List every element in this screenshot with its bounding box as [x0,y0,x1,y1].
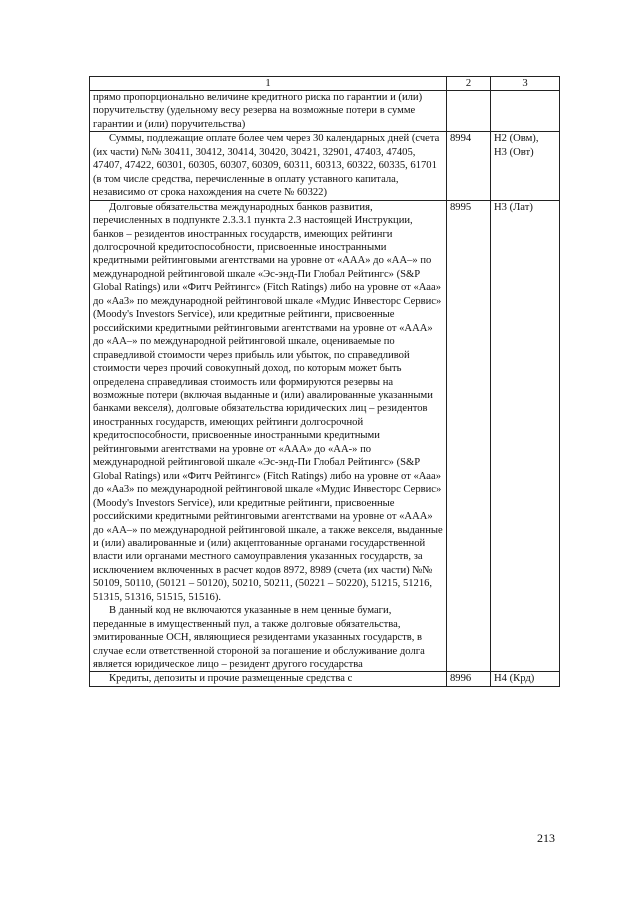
header-col-3: 3 [491,77,560,91]
code-cell [447,91,491,132]
category-cell [491,91,560,132]
header-col-2: 2 [447,77,491,91]
code-cell: 8994 [447,132,491,200]
description-cell [90,132,447,200]
description-paragraph: В данный код не включаются указанные в нем ценные бумаги, переданные в имущественный пул, а также долговые обязательства, эмитированные ОСН, являющиеся резидентами указанных государств, в случае если ответственной стороной за погашение и обслуживание долга является юридическое лицо – резидент другого государства [93,605,425,671]
table-row [90,132,560,200]
description-cell [90,672,447,686]
category-cell [491,132,560,200]
header-col-1: 1 [90,77,447,91]
page-number: 213 [537,831,555,845]
code-cell: 8995 [447,200,491,672]
instruction-table [89,76,560,687]
description-paragraph: Кредиты, депозиты и прочие размещенные средства с [109,673,353,685]
category-cell: Н4 (Крд) [491,672,560,686]
category-text: Н2 (Овм), Н3 (Овт) [494,133,539,158]
table-row [90,672,560,686]
description-cell [90,200,447,672]
code-cell: 8996 [447,672,491,686]
table-row [90,91,560,132]
description-paragraph: Долговые обязательства международных банков развития, перечисленных в подпункте 2.3.3.1 пункта 2.3 настоящей Инструкции, банков – резидентов иностранных государств, имеющих рейтинги долгосрочной кредитоспособности, присвоенные иностранными кредитными рейтинговыми агентствами на уровне от «ААА» до «АА–» по международной рейтинговой шкале «Эс-энд-Пи Глобал Рейтингс» (S&P Global Ratings) или «Фитч Рейтингс» (Fitch Ratings) либо на уровне от «Ааа» до «Аа3» по международной рейтинговой шкале «Мудис Инвесторс Сервис» (Moody's Investors Service), или кредитные рейтинги, присвоенные российскими кредитными рейтинговыми агентствами на уровне от «ААА» до «АА–» по международной рейтинговой шкале, оцениваемые по справедливой стоимости через прибыль или убыток, по справедливой стоимости через прочий совокупный доход, по которым может быть определена справедливая стоимость или формируются резервы на возможные потери (включая выданные и (или) авалированные указанными банками векселя), долговые обязательства юридических лиц – резидентов иностранных государств, имеющих рейтинги долгосрочной кредитоспособности, присвоенные иностранными кредитными рейтинговыми агентствами на уровне от «ААА» до «АА-» по международной рейтинговой шкале «Эс-энд-Пи Глобал Рейтингс» (S&P Global Ratings) или «Фитч Рейтингс» (Fitch Ratings) либо на уровне от «Ааа» до «Аа3» по международной рейтинговой шкале «Мудис Инвесторс Сервис» (Moody's Investors Service), или кредитные рейтинги, присвоенные российскими кредитными рейтинговыми агентствами на уровне от «ААА» до «АА–» по международной рейтинговой шкале, а также векселя, выданные и (или) авалированные и (или) акцептованные органами государственной власти или органами местного самоуправления указанных государств, за исключением включенных в расчет кодов 8972, 8989 (счета (их части) №№ 50109, 50110, (50121 – 50120), 50210, 50211, (50221 – 50220), 51215, 51216, 51315, 51316, 51515, 51516). [93,201,443,603]
description-paragraph: прямо пропорционально величине кредитного риска по гарантии и (или) поручительству (удельному весу резерва на возможные потери в сумме гарантии и (или) поручительства) [93,92,423,130]
description-paragraph: Суммы, подлежащие оплате более чем через 30 календарных дней (счета (их части) №№ 30411, 30412, 30414, 30420, 30421, 32901, 47403, 47405, 47407, 47422, 60301, 60305, 60307, 60309, 60311, 60313, 60322, 60335, 61701 (в том числе средства, перечисленные в оплату уставного капитала, независимо от срока нахождения на счете № 60322) [93,133,440,199]
category-cell: Н3 (Лат) [491,200,560,672]
description-cell [90,91,447,132]
table-row [90,200,560,672]
header-row [90,77,560,91]
